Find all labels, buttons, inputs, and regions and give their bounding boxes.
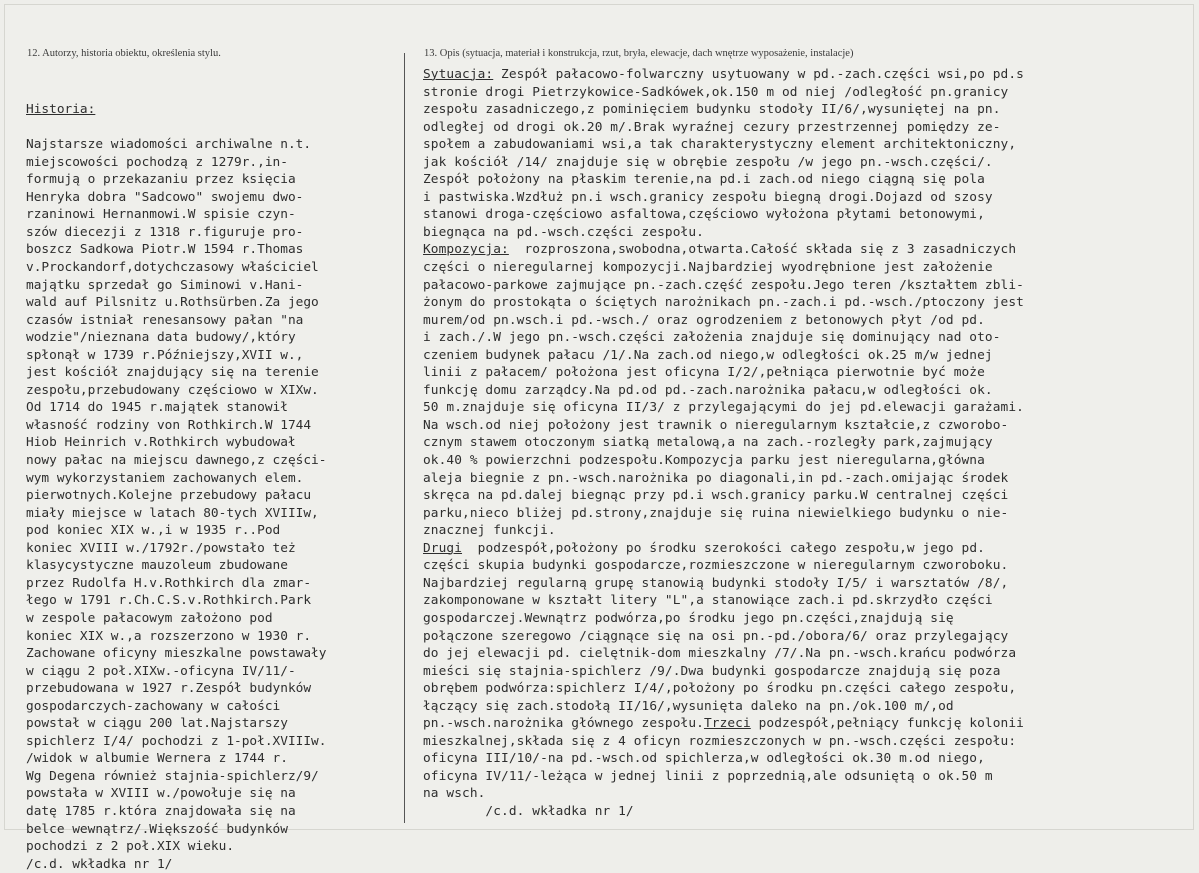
history-text-line: Od 1714 do 1945 r.majątek stanowił bbox=[26, 400, 288, 416]
history-column bbox=[26, 66, 326, 873]
history-text-line: wodzie"/nieznana data budowy/,który bbox=[26, 330, 296, 346]
description-text-line bbox=[423, 382, 1024, 400]
line-text: linii z pałacem/ położona jest oficyna I/2/,pełniąca pierwotnie być może bbox=[423, 365, 985, 381]
line-text: Na wsch.od niej położony jest trawnik o nieregularnym kształcie,z czworobo- bbox=[423, 417, 1009, 433]
description-text-line bbox=[423, 663, 1024, 681]
line-text: podzespół,pełniący funkcję kolonii bbox=[750, 716, 1024, 732]
history-text-line: czasów istniał renesansowy pałan "na bbox=[26, 312, 304, 328]
history-text-line: belce wewnątrz/.Większość budynków bbox=[26, 821, 288, 837]
history-text-line: powstała w XVIII w./powołuje się na bbox=[26, 786, 296, 802]
history-text-line: koniec XIX w.,a rozszerzono w 1930 r. bbox=[26, 628, 312, 644]
line-text: oficyna IV/11/-leżąca w jednej linii z poprzednią,ale odsuniętą o ok.50 m bbox=[423, 768, 993, 784]
line-text: zakomponowane w kształt litery "L",a stanowiące zach.i pd.skrzydło części bbox=[423, 593, 993, 609]
description-text-line bbox=[423, 803, 1024, 821]
line-text: oficyna III/10/-na pd.-wsch.od spichlerza,w odległości ok.30 m.od niego, bbox=[423, 751, 985, 767]
history-heading-line bbox=[26, 101, 326, 119]
line-text: żonym do prostokąta o ściętych narożnikach pn.-zach.i pd.-wsch./ptoczony jest bbox=[423, 295, 1024, 311]
history-text-line: Henryka dobra "Sadcowo" swojemu dwo- bbox=[26, 189, 304, 205]
description-text-line bbox=[423, 136, 1024, 154]
line-text: stronie drogi Pietrzykowice-Sadkówek,ok.150 m od niej /odległość pn.granicy bbox=[423, 84, 1009, 100]
history-text-line: miały miejsce w latach 80-tych XVIIIw, bbox=[26, 505, 319, 521]
description-text-line bbox=[423, 277, 1024, 295]
history-text-line: datę 1785 r.która znajdowała się na bbox=[26, 803, 296, 819]
history-text-line: zespołu,przebudowany częściowo w XIXw. bbox=[26, 382, 319, 398]
line-text: /c.d. wkładka nr 1/ bbox=[423, 803, 634, 819]
description-text-line bbox=[423, 154, 1024, 172]
caption-description: 13. Opis (sytuacja, materiał i konstrukcja, rzut, bryła, elewacje, dach wnętrze wyposażenie, instalacje) bbox=[424, 48, 854, 59]
history-text-line: spichlerz I/4/ pochodzi z 1-poł.XVIIIw. bbox=[26, 733, 327, 749]
line-text: społem a zabudowaniami wsi,a tak charakterystyczny element architektoniczny, bbox=[423, 137, 1017, 153]
description-text-line bbox=[423, 557, 1024, 575]
history-text-line: majątku sprzedał go Siminowi v.Hani- bbox=[26, 277, 304, 293]
line-text: i zach./.W jego pn.-wsch.części założenia znajduje się dominujący nad oto- bbox=[423, 330, 1001, 346]
line-text: gospodarczej.Wewnątrz podwórza,po środku jego pn.części,znajdują się bbox=[423, 610, 954, 626]
description-text-line bbox=[423, 66, 1024, 84]
line-text: parku,nieco bliżej pd.strony,znajduje się ruina niewielkiego budynku o nie- bbox=[423, 505, 1009, 521]
description-text-line bbox=[423, 241, 1024, 259]
line-text: stanowi droga-częściowo asfaltowa,częściowo wyłożona płytami betonowymi, bbox=[423, 207, 985, 223]
description-text-line bbox=[423, 785, 1024, 803]
line-text: cznym stawem otoczonym siatką metalową,a na zach.-rozległy park,zajmujący bbox=[423, 435, 993, 451]
history-text-line: Zachowane oficyny mieszkalne powstawały bbox=[26, 646, 327, 662]
line-text: mieszkalnej,składa się z 4 oficyn rozmieszczonych w pn.-wsch.części zespołu: bbox=[423, 733, 1017, 749]
history-text-line: Hiob Heinrich v.Rothkirch wybudował bbox=[26, 435, 296, 451]
history-text-line: pod koniec XIX w.,i w 1935 r..Pod bbox=[26, 523, 281, 539]
section-label: Drugi bbox=[423, 540, 463, 556]
line-text: i pastwiska.Wzdłuż pn.i wsch.granicy zespołu biegną drogi.Dojazd od szosy bbox=[423, 189, 993, 205]
line-text: zespołu zasadniczego,z pominięciem budynku stodoły II/6/,wysuniętej na pn. bbox=[423, 102, 1001, 118]
line-text: Zespół pałacowo-folwarczny usytuowany w pd.-zach.części wsi,po pd.s bbox=[493, 67, 1024, 82]
line-text: pałacowo-parkowe zajmujące pn.-zach.część zespołu.Jego teren /kształtem zbli- bbox=[423, 277, 1024, 293]
line-text: łączący się zach.stodołą II/16/,wysunięta daleko na pn./ok.100 m/,od bbox=[423, 698, 954, 714]
history-text-line: Najstarsze wiadomości archiwalne n.t. bbox=[26, 137, 312, 153]
history-text-line: wald auf Pilsnitz u.Rothsürben.Za jego bbox=[26, 295, 319, 311]
description-text-line bbox=[423, 487, 1024, 505]
description-text-line bbox=[423, 610, 1024, 628]
description-text-line bbox=[423, 452, 1024, 470]
description-text-line bbox=[423, 768, 1024, 786]
description-text-line bbox=[423, 750, 1024, 768]
line-text: odległej od drogi ok.20 m/.Brak wyraźnej cezury przestrzennej pomiędzy ze- bbox=[423, 119, 1001, 135]
history-heading: Historia: bbox=[26, 102, 96, 118]
history-text-line: /c.d. wkładka nr 1/ bbox=[26, 856, 173, 872]
description-text-line bbox=[423, 470, 1024, 488]
history-text-line: pierwotnych.Kolejne przebudowy pałacu bbox=[26, 488, 312, 504]
history-text-line: formują o przekazaniu przez księcia bbox=[26, 172, 296, 188]
description-text-line bbox=[423, 592, 1024, 610]
history-text-line: v.Prockandorf,dotychczasowy właściciel bbox=[26, 260, 319, 276]
history-text-line: Wg Degena również stajnia-spichlerz/9/ bbox=[26, 768, 319, 784]
history-text-line: pochodzi z 2 poł.XIX wieku. bbox=[26, 839, 235, 855]
description-text-line bbox=[423, 224, 1024, 242]
description-text-line bbox=[423, 628, 1024, 646]
section-label: Kompozycja: bbox=[423, 242, 509, 258]
section-label: Sytuacja: bbox=[423, 67, 494, 82]
description-text-line bbox=[423, 399, 1024, 417]
line-text: Zespół położony na płaskim terenie,na pd.i zach.od niego ciągną się pola bbox=[423, 172, 985, 188]
description-text-line bbox=[423, 294, 1024, 312]
description-text-line bbox=[423, 101, 1024, 119]
history-text-line: łego w 1791 r.Ch.C.S.v.Rothkirch.Park bbox=[26, 593, 312, 609]
history-text-line: przez Rudolfa H.v.Rothkirch dla zmar- bbox=[26, 575, 312, 591]
history-text-line: /widok w albumie Wernera z 1744 r. bbox=[26, 751, 288, 767]
line-text: części o nieregularnej kompozycji.Najbardziej wyodrębnione jest założenie bbox=[423, 260, 993, 276]
description-text-line bbox=[423, 715, 1024, 733]
description-text-line bbox=[423, 680, 1024, 698]
section-label: Trzeci bbox=[703, 716, 751, 732]
description-text-line bbox=[423, 312, 1024, 330]
line-text: czeniem budynek pałacu /1/.Na zach.od niego,w odległości ok.25 m/w jednej bbox=[423, 347, 993, 363]
history-text-line: przebudowana w 1927 r.Zespół budynków bbox=[26, 681, 312, 697]
history-text-line: klasycystyczne mauzoleum zbudowane bbox=[26, 558, 288, 574]
line-text: rozproszona,swobodna,otwarta.Całość składa się z 3 zasadniczych bbox=[508, 242, 1017, 258]
history-text-line: koniec XVIII w./1792r./powstało też bbox=[26, 540, 296, 556]
history-text-line: jest kościół znajdujący się na terenie bbox=[26, 365, 319, 381]
history-text-line: własność rodziny von Rothkirch.W 1744 bbox=[26, 417, 312, 433]
column-divider bbox=[404, 53, 405, 823]
description-column bbox=[423, 66, 1024, 821]
caption-authors-history: 12. Autorzy, historia obiektu, określenia stylu. bbox=[27, 48, 221, 59]
line-text: mieści się stajnia-spichlerz /9/.Dwa budynki gospodarcze znajdują się poza bbox=[423, 663, 1001, 679]
description-text-line bbox=[423, 364, 1024, 382]
line-text: aleja biegnie z pn.-wsch.narożnika po diagonali,in pd.-zach.omijając środek bbox=[423, 470, 1009, 486]
line-text: do jej elewacji pd. cielętnik-dom mieszkalny /7/.Na pn.-wsch.krańcu podwórza bbox=[423, 646, 1017, 662]
description-text-line bbox=[423, 733, 1024, 751]
line-prefix: pn.-wsch.narożnika głównego zespołu. bbox=[423, 716, 704, 732]
description-text-line bbox=[423, 189, 1024, 207]
description-text-line bbox=[423, 575, 1024, 593]
description-text-line bbox=[423, 698, 1024, 716]
history-text-line: powstał w ciągu 200 lat.Najstarszy bbox=[26, 716, 288, 732]
line-text: znacznej funkcji. bbox=[423, 523, 556, 539]
line-text: połączone szeregowo /ciągnące się na osi pn.-pd./obora/6/ oraz przylegający bbox=[423, 628, 1009, 644]
description-text-line bbox=[423, 259, 1024, 277]
history-text-line: gospodarczych-zachowany w całości bbox=[26, 698, 281, 714]
history-text-line: szów diecezji z 1318 r.figuruje pro- bbox=[26, 224, 304, 240]
history-text-line: spłonął w 1739 r.Późniejszy,XVII w., bbox=[26, 347, 304, 363]
description-text-line bbox=[423, 206, 1024, 224]
description-text-line bbox=[423, 347, 1024, 365]
line-text: części skupia budynki gospodarcze,rozmieszczone w nieregularnym czworoboku. bbox=[423, 558, 1009, 574]
line-text: Najbardziej regularną grupę stanowią budynki stodoły I/5/ i warsztatów /8/, bbox=[423, 575, 1009, 591]
description-text-line bbox=[423, 540, 1024, 558]
line-text: 50 m.znajduje się oficyna II/3/ z przylegającymi do jej pd.elewacji garażami. bbox=[423, 400, 1024, 416]
line-text: podzespół,położony po środku szerokości całego zespołu,w jego pd. bbox=[462, 540, 985, 556]
line-text: funkcję domu zarządcy.Na pd.od pd.-zach.narożnika pałacu,w odległości ok. bbox=[423, 382, 993, 398]
description-text-line bbox=[423, 329, 1024, 347]
history-text-line: miejscowości pochodzą z 1279r.,in- bbox=[26, 154, 288, 170]
description-text-line bbox=[423, 84, 1024, 102]
description-text-line bbox=[423, 645, 1024, 663]
line-text: ok.40 % powierzchni podzespołu.Kompozycja parku jest nieregularna,główna bbox=[423, 453, 985, 469]
line-text: obrębem podwórza:spichlerz I/4/,położony po środku pn.części całego zespołu, bbox=[423, 681, 1017, 697]
description-text-line bbox=[423, 505, 1024, 523]
history-text-line: nowy pałac na miejscu dawnego,z części- bbox=[26, 453, 327, 469]
history-text-line: w ciągu 2 poł.XIXw.-oficyna IV/11/- bbox=[26, 663, 296, 679]
line-text: murem/od pn.wsch.i pd.-wsch./ oraz ogrodzeniem z betonowych płyt /od pd. bbox=[423, 312, 985, 328]
history-text-line: boszcz Sadkowa Piotr.W 1594 r.Thomas bbox=[26, 242, 304, 258]
line-text: jak kościół /14/ znajduje się w obrębie zespołu /w jego pn.-wsch.części/. bbox=[423, 154, 993, 170]
line-text: skręca na pd.dalej biegnąc przy pd.i wsch.granicy parku.W centralnej części bbox=[423, 488, 1009, 504]
description-text-line bbox=[423, 417, 1024, 435]
line-text: na wsch. bbox=[423, 786, 486, 802]
description-text-line bbox=[423, 171, 1024, 189]
description-text-line bbox=[423, 119, 1024, 137]
history-text-line: wym wykorzystaniem zachowanych elem. bbox=[26, 470, 304, 486]
history-text-line: w zespole pałacowym założono pod bbox=[26, 610, 273, 626]
description-text-line bbox=[423, 434, 1024, 452]
description-text-line bbox=[423, 522, 1024, 540]
line-text: biegnąca na pd.-wsch.części zespołu. bbox=[423, 224, 704, 240]
history-text-line: rzaninowi Hernanmowi.W spisie czyn- bbox=[26, 207, 296, 223]
